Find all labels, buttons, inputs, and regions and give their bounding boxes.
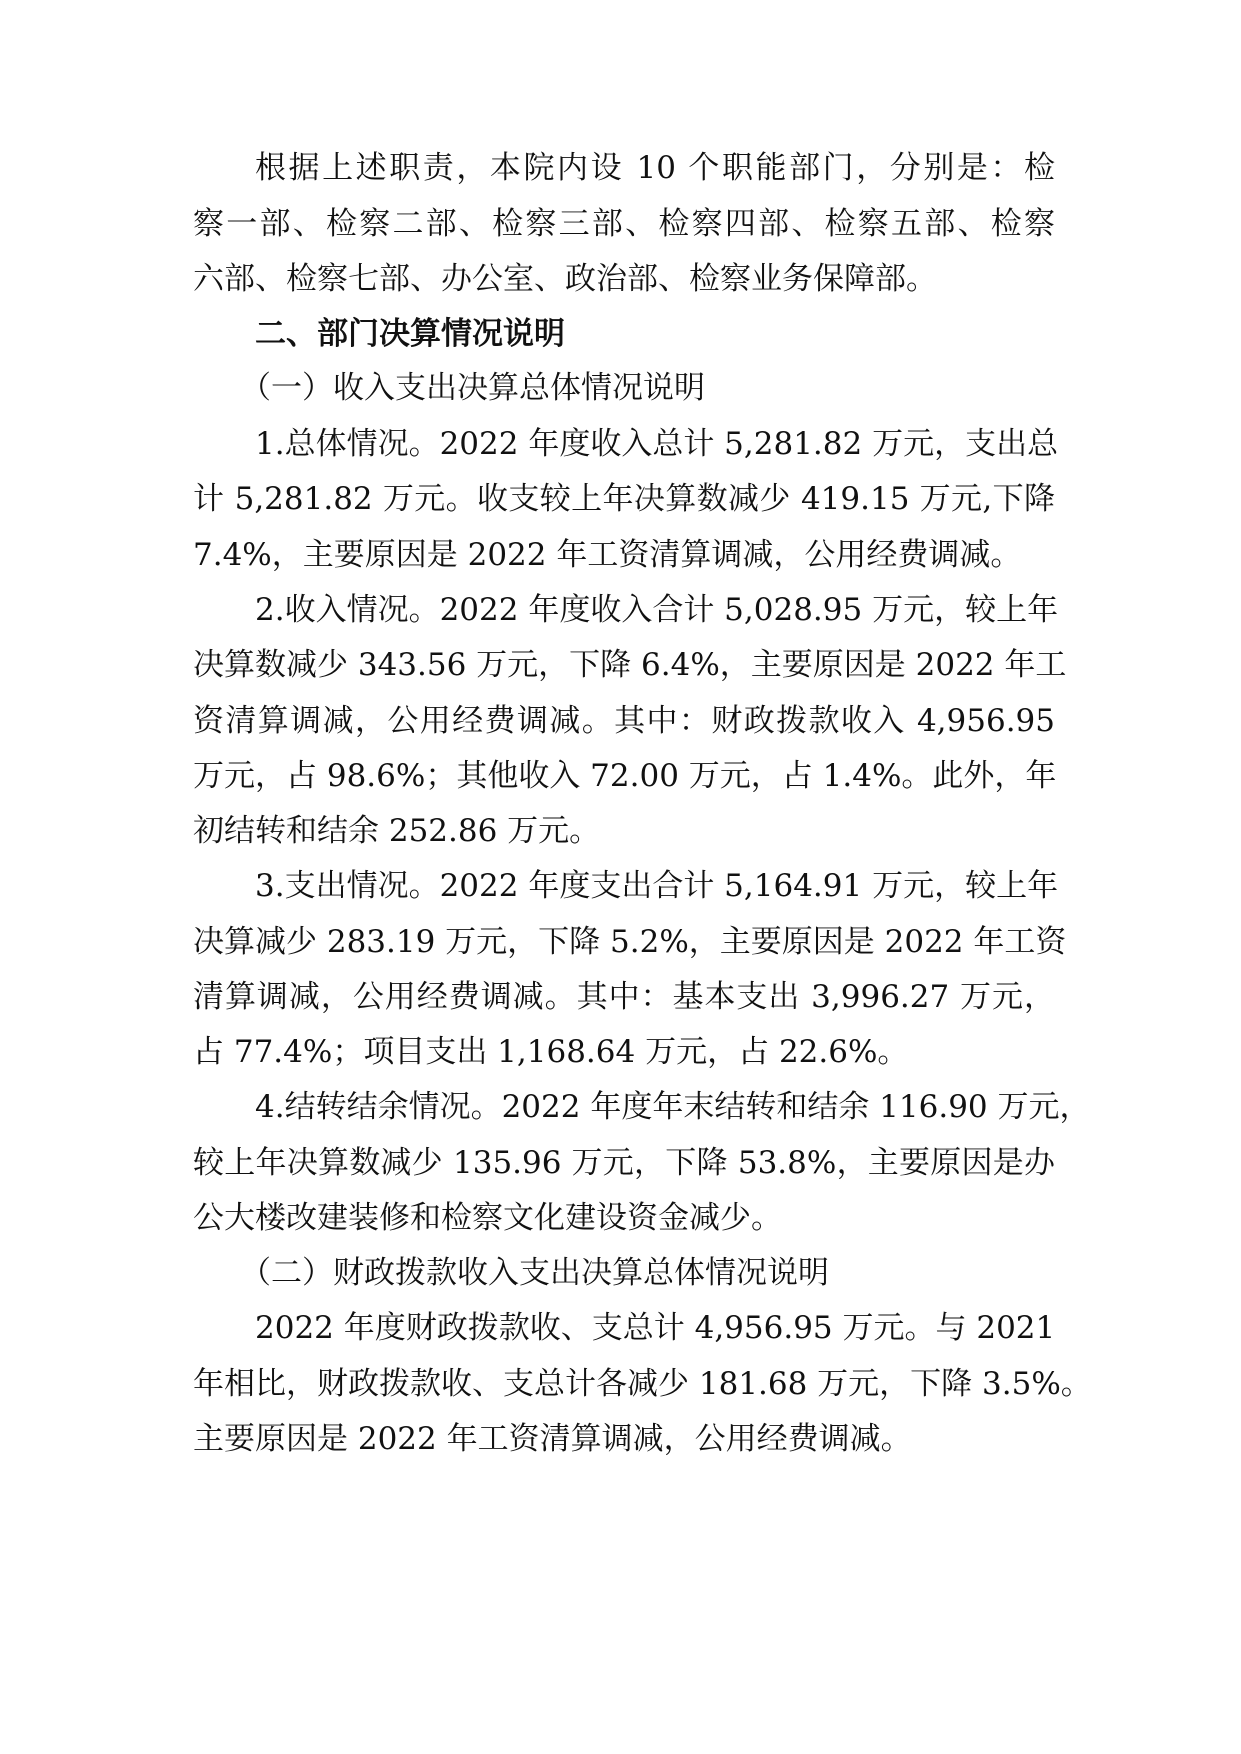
paragraph-fiscal-line: 主要原因是 2022 年工资清算调减，公用经费调减。 xyxy=(193,1421,912,1457)
paragraph-income-line: 初结转和结余 252.86 万元。 xyxy=(193,813,601,849)
sub-heading-fiscal: （二）财政拨款收入支出决算总体情况说明 xyxy=(240,1255,829,1291)
paragraph-income-line: 万元，占 98.6%；其他收入 72.00 万元，占 1.4%。此外，年 xyxy=(193,758,1057,794)
paragraph-expenditure-line: 清算调减，公用经费调减。其中：基本支出 3,996.27 万元， xyxy=(193,979,1055,1015)
paragraph-expenditure-line: 占 77.4%；项目支出 1,168.64 万元，占 22.6%。 xyxy=(193,1034,909,1070)
paragraph-carryover-line: 公大楼改建装修和检察文化建设资金减少。 xyxy=(193,1200,782,1236)
paragraph-carryover-line: 较上年决算数减少 135.96 万元，下降 53.8%，主要原因是办 xyxy=(193,1145,1055,1181)
paragraph-fiscal-line: 2022 年度财政拨款收、支总计 4,956.95 万元。与 2021 xyxy=(255,1310,1056,1346)
paragraph-income-line: 决算数减少 343.56 万元，下降 6.4%，主要原因是 2022 年工 xyxy=(193,647,1067,683)
paragraph-income-line: 资清算调减，公用经费调减。其中：财政拨款收入 4,956.95 xyxy=(193,703,1055,739)
paragraph-fiscal-line: 年相比，财政拨款收、支总计各减少 181.68 万元，下降 3.5%。 xyxy=(193,1366,1092,1402)
paragraph-departments-line: 六部、检察七部、办公室、政治部、检察业务保障部。 xyxy=(193,261,937,297)
paragraph-overall-line: 计 5,281.82 万元。收支较上年决算数减少 419.15 万元,下降 xyxy=(193,481,1055,517)
paragraph-expenditure-line: 决算减少 283.19 万元，下降 5.2%，主要原因是 2022 年工资 xyxy=(193,924,1067,960)
paragraph-departments-line: 察一部、检察二部、检察三部、检察四部、检察五部、检察 xyxy=(193,206,1055,242)
paragraph-departments-line: 根据上述职责，本院内设 10 个职能部门，分别是：检 xyxy=(255,150,1055,186)
paragraph-carryover-line: 4.结转结余情况。2022 年度年末结转和结余 116.90 万元， xyxy=(255,1089,1091,1125)
section-heading: 二、部门决算情况说明 xyxy=(255,316,565,352)
paragraph-overall-line: 7.4%，主要原因是 2022 年工资清算调减，公用经费调减。 xyxy=(193,537,1022,573)
paragraph-overall-line: 1.总体情况。2022 年度收入总计 5,281.82 万元，支出总 xyxy=(255,426,1059,462)
paragraph-income-line: 2.收入情况。2022 年度收入合计 5,028.95 万元，较上年 xyxy=(255,592,1059,628)
paragraph-expenditure-line: 3.支出情况。2022 年度支出合计 5,164.91 万元，较上年 xyxy=(255,868,1059,904)
sub-heading-income-expenditure: （一）收入支出决算总体情况说明 xyxy=(240,370,705,406)
